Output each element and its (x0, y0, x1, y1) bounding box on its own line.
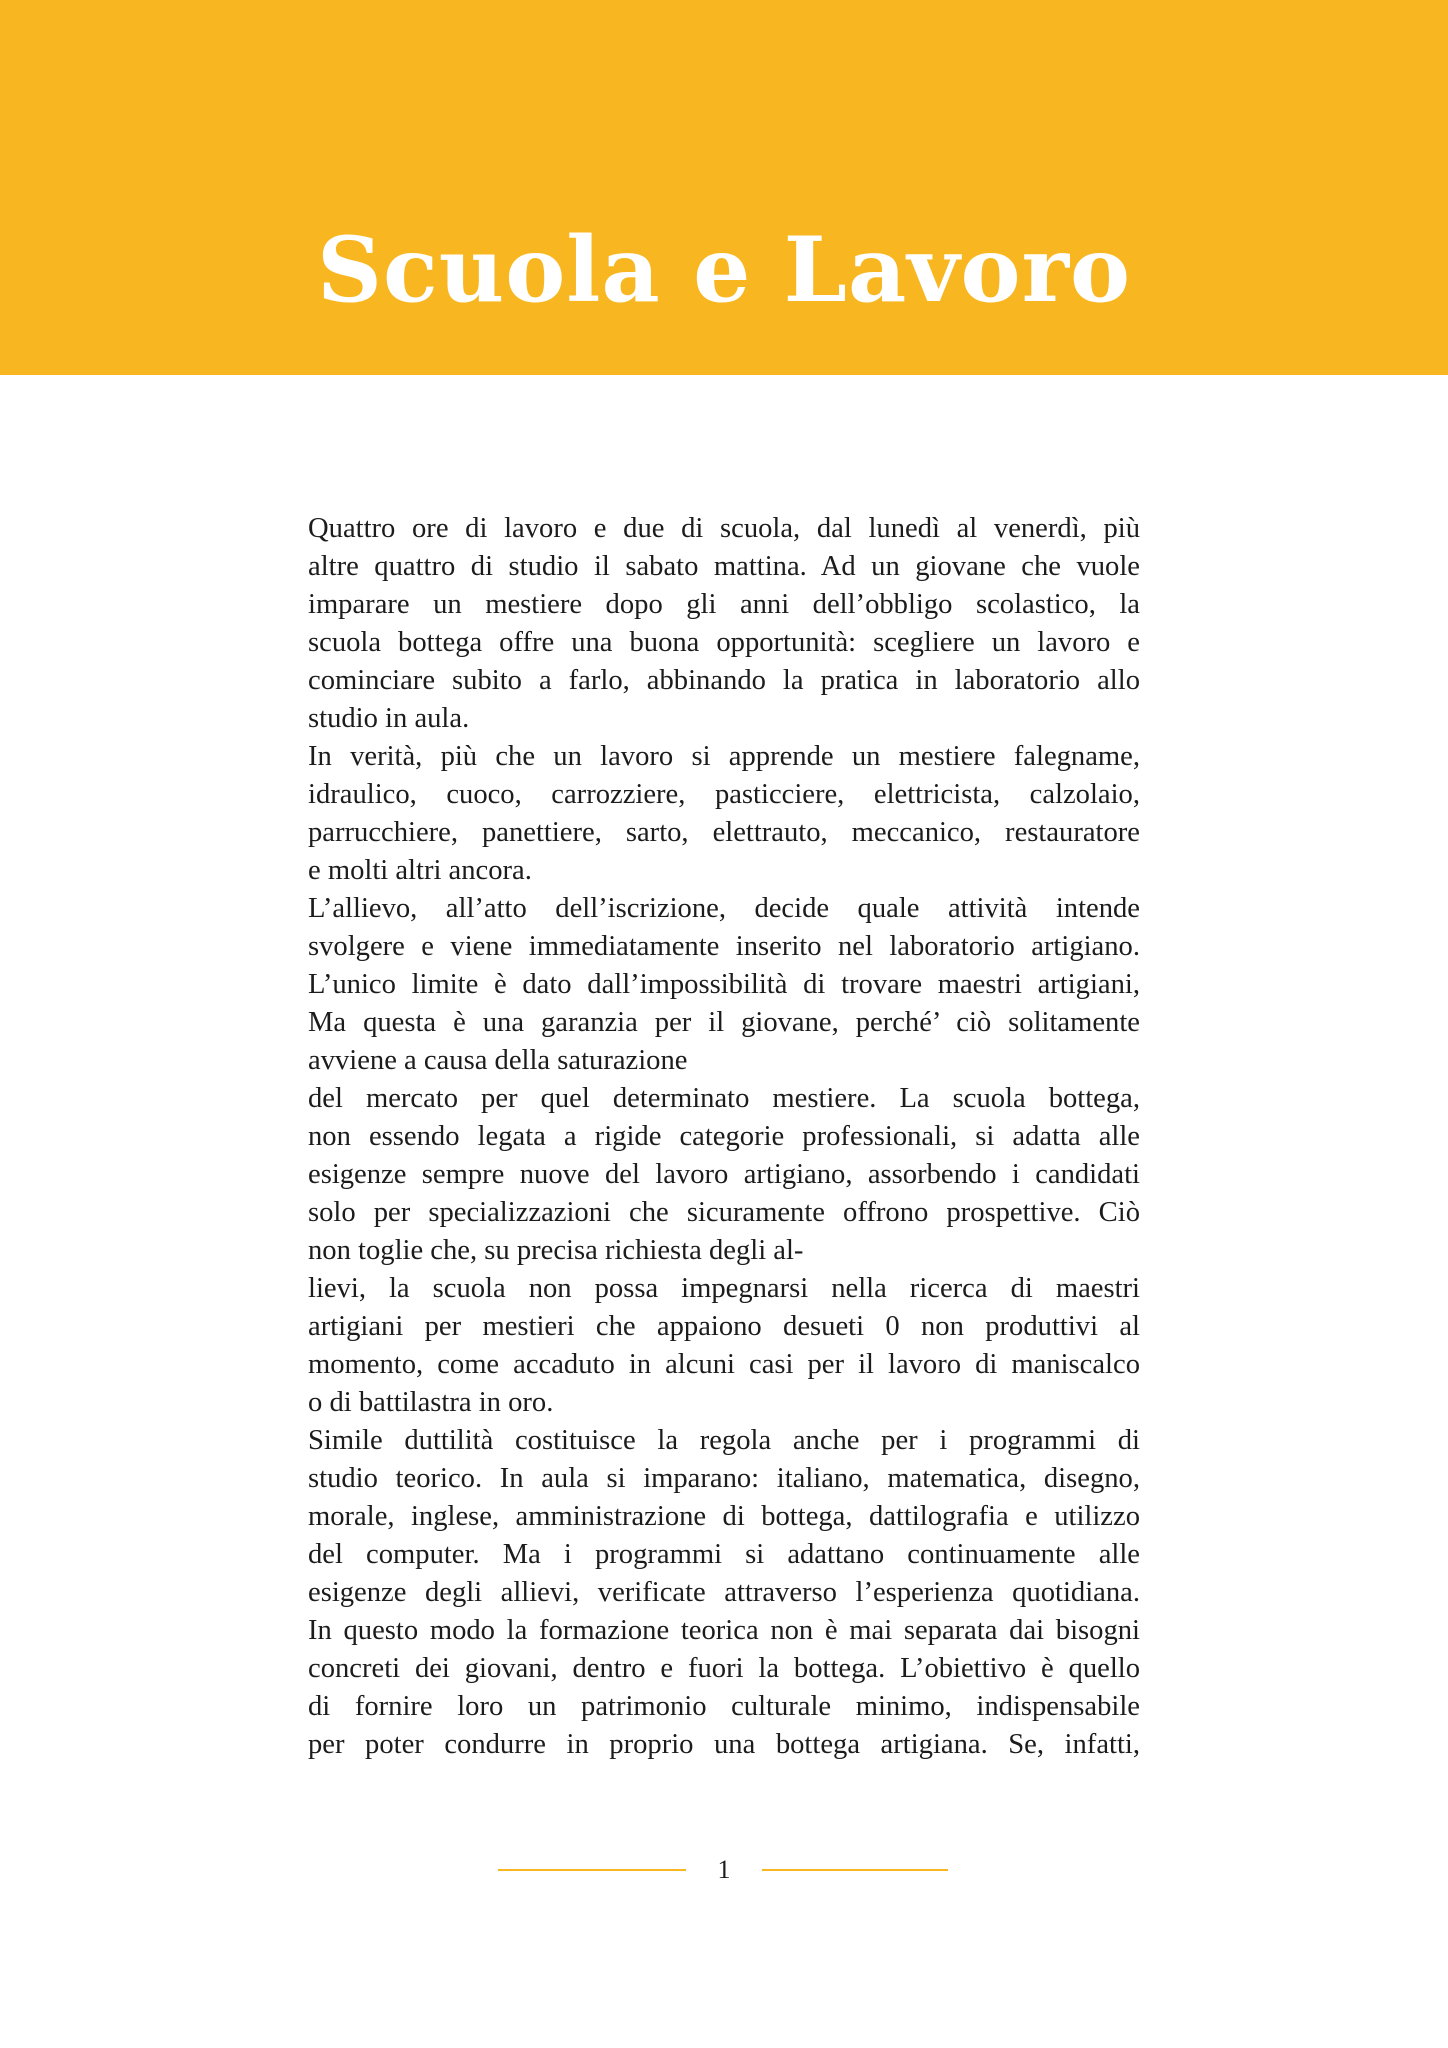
body-line: esigenze degli allievi, verificate attraverso l’esperienza quotidiana. (308, 1577, 1140, 1608)
body-line: del computer. Ma i programmi si adattano continuamente alle (308, 1539, 1140, 1570)
body-line: e molti altri ancora. (308, 855, 532, 886)
body-line: scuola bottega offre una buona opportunità: scegliere un lavoro e (308, 627, 1140, 658)
header-band (0, 0, 1448, 375)
footer-rule-right (762, 1869, 948, 1871)
body-line: imparare un mestiere dopo gli anni dell’obbligo scolastico, la (308, 589, 1140, 620)
body-line: In verità, più che un lavoro si apprende un mestiere falegname, (308, 741, 1140, 772)
body-line: o di battilastra in oro. (308, 1387, 554, 1418)
body-line: idraulico, cuoco, carrozziere, pasticciere, elettricista, calzolaio, (308, 779, 1140, 810)
body-line: concreti dei giovani, dentro e fuori la bottega. L’obiettivo è quello (308, 1653, 1140, 1684)
body-line: non essendo legata a rigide categorie professionali, si adatta alle (308, 1121, 1140, 1152)
body-line: cominciare subito a farlo, abbinando la pratica in laboratorio allo (308, 665, 1140, 696)
body-line: L’allievo, all’atto dell’iscrizione, decide quale attività intende (308, 893, 1140, 924)
body-line: per poter condurre in proprio una bottega artigiana. Se, infatti, (308, 1729, 1140, 1760)
page-title: Scuola e Lavoro (316, 217, 1132, 323)
body-line: lievi, la scuola non possa impegnarsi nella ricerca di maestri (308, 1273, 1140, 1304)
page-footer (0, 1850, 1448, 1890)
body-line: svolgere e viene immediatamente inserito nel laboratorio artigiano. (308, 931, 1140, 962)
body-line: studio in aula. (308, 703, 470, 734)
body-line: avviene a causa della saturazione (308, 1045, 688, 1076)
body-line: non toglie che, su precisa richiesta degli al- (308, 1235, 804, 1266)
body-line: studio teorico. In aula si imparano: italiano, matematica, disegno, (308, 1463, 1140, 1494)
body-line: del mercato per quel determinato mestiere. La scuola bottega, (308, 1083, 1140, 1114)
body-line: esigenze sempre nuove del lavoro artigiano, assorbendo i candidati (308, 1159, 1140, 1190)
page-number: 1 (717, 1855, 731, 1884)
footer-rule-left (498, 1869, 686, 1871)
body-line: solo per specializzazioni che sicuramente offrono prospettive. Ciò (308, 1197, 1140, 1228)
body-line: altre quattro di studio il sabato mattina. Ad un giovane che vuole (308, 551, 1140, 582)
body-line: artigiani per mestieri che appaiono desueti 0 non produttivi al (308, 1311, 1140, 1342)
body-line: Simile duttilità costituisce la regola anche per i programmi di (308, 1425, 1140, 1456)
body-line: momento, come accaduto in alcuni casi per il lavoro di maniscalco (308, 1349, 1140, 1380)
body-line: morale, inglese, amministrazione di bottega, dattilografia e utilizzo (308, 1501, 1140, 1532)
body-line: L’unico limite è dato dall’impossibilità di trovare maestri artigiani, (308, 969, 1140, 1000)
body-text (308, 510, 1140, 1764)
body-line: Quattro ore di lavoro e due di scuola, dal lunedì al venerdì, più (308, 513, 1140, 544)
body-line: Ma questa è una garanzia per il giovane, perché’ ciò solitamente (308, 1007, 1140, 1038)
body-line: parrucchiere, panettiere, sarto, elettrauto, meccanico, restauratore (308, 817, 1140, 848)
body-line: di fornire loro un patrimonio culturale minimo, indispensabile (308, 1691, 1140, 1722)
body-line: In questo modo la formazione teorica non è mai separata dai bisogni (308, 1615, 1140, 1646)
